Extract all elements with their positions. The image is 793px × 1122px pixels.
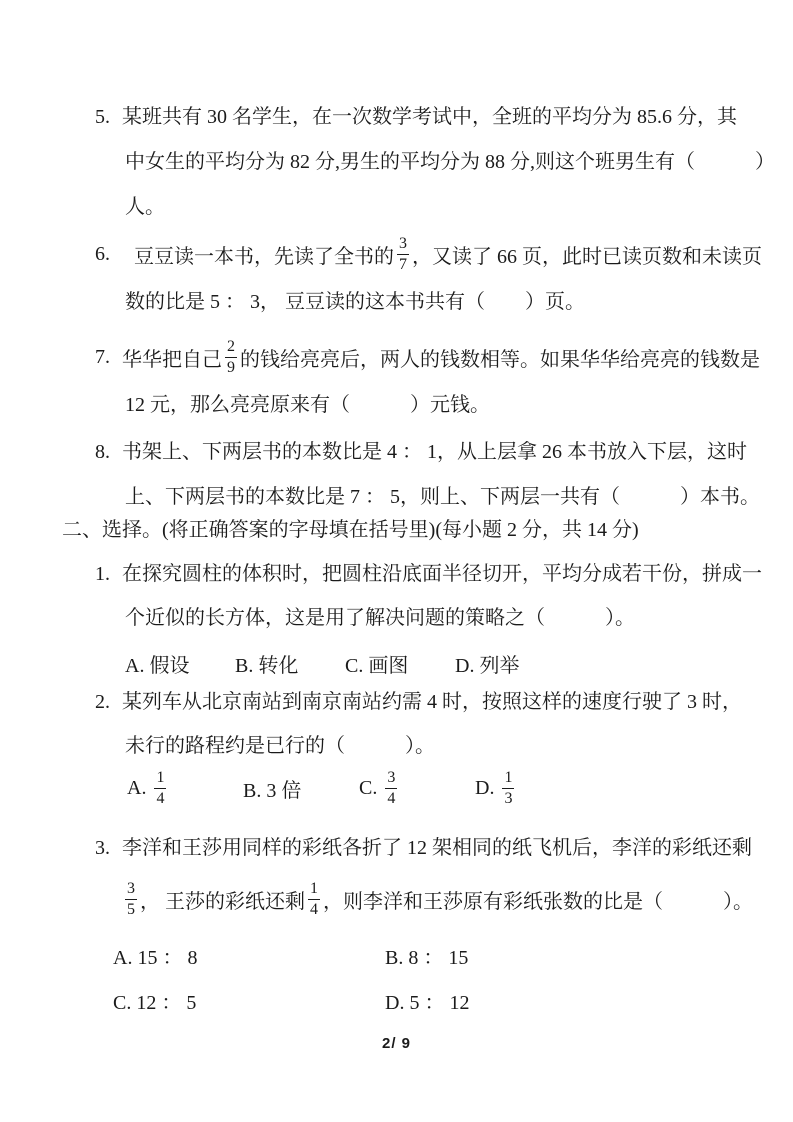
fraction-1-4: $\frac{1}{4}$: [156, 768, 165, 807]
choice-3-text-2b: ，则李洋和王莎原有彩纸张数的比是（ ）。: [323, 890, 753, 913]
fraction-3-7: $\frac{3}{7}$: [399, 234, 407, 273]
choice-2-line-1: [95, 691, 742, 714]
choice-1-number: 1.: [95, 563, 110, 585]
choice-2-option-d: D. $\frac{1}{3}$: [475, 768, 513, 807]
fraction-2-9: $\frac{2}{9}$: [227, 337, 235, 376]
choice-1-option-c: C. 画图: [345, 655, 409, 677]
fraction-3-4: $\frac{3}{4}$: [387, 768, 396, 807]
choice-1-line-1: [95, 563, 762, 586]
question-8-text-1: 书架上、下两层书的本数比是 4 ： 1，从上层拿 26 本书放入下层，这时: [122, 441, 747, 463]
choice-3-text-2a: ， 王莎的彩纸还剩: [140, 890, 305, 913]
choice-1-option-b: B. 转化: [235, 655, 299, 677]
choice-3-option-a: A. 15 ： 8: [113, 947, 198, 969]
choice-1-options: [125, 649, 565, 678]
question-7-line-1: [95, 333, 760, 381]
choice-1-line-2: 个近似的长方体，这是用了解决问题的策略之（ ）。: [125, 607, 635, 629]
question-6-line-1: [95, 230, 762, 278]
choice-3-option-d: D. 5 ： 12: [385, 992, 470, 1014]
question-6-text-1b: ，又读了 66 页，此时已读页数和未读页: [412, 245, 762, 268]
question-7-text-1a: 华华把自己: [122, 348, 222, 371]
choice-3-options-row-2: [113, 986, 657, 1015]
choice-3-text-1: 李洋和王莎用同样的彩纸各折了 12 架相同的纸飞机后，李洋的彩纸还剩: [122, 837, 752, 859]
choice-3-option-b: B. 8 ： 15: [385, 947, 469, 969]
choice-3-line-2: [122, 872, 753, 926]
choice-3-number: 3.: [95, 837, 110, 859]
choice-3-option-c: C. 12 ： 5: [113, 992, 197, 1014]
choice-1-text-1: 在探究圆柱的体积时，把圆柱沿底面半径切开，平均分成若干份，拼成一: [122, 563, 762, 585]
section-2-title: 二、选择。(将正确答案的字母填在括号里)(每小题 2 分，共 14 分): [62, 519, 639, 541]
choice-1-option-d: D. 列举: [455, 655, 520, 677]
question-7-number: 7.: [95, 345, 110, 368]
question-5-number: 5.: [95, 106, 110, 128]
fraction-3-5: $\frac{3}{5}$: [127, 879, 135, 918]
question-5-line-3: 人。: [125, 196, 165, 218]
question-5-line-1: [95, 106, 737, 129]
question-6-number: 6.: [95, 242, 110, 265]
fraction-1-3: $\frac{1}{3}$: [504, 768, 513, 807]
question-5-line-2: 中女生的平均分为 82 分,男生的平均分为 88 分,则这个班男生有（ ）: [125, 151, 775, 173]
choice-2-option-c: C. $\frac{3}{4}$: [359, 768, 396, 807]
choice-2-options: [127, 762, 517, 814]
question-8-line-2: 上、下两层书的本数比是 7 ： 5，则上、下两层一共有（ ）本书。: [125, 486, 760, 508]
choice-2-option-a: A. $\frac{1}{4}$: [127, 768, 165, 807]
question-8-number: 8.: [95, 441, 110, 463]
page-number: 2/ 9: [381, 1035, 412, 1052]
choice-2-number: 2.: [95, 691, 110, 713]
question-6-text-1a: 豆豆读一本书，先读了全书的: [134, 245, 394, 268]
question-6-line-2: 数的比是 5 ： 3， 豆豆读的这本书共有（ ）页。: [125, 291, 585, 313]
fraction-1-4: $\frac{1}{4}$: [310, 879, 318, 918]
choice-2-line-2: 未行的路程约是已行的（ ）。: [125, 735, 435, 757]
question-7-text-1b: 的钱给亮亮后，两人的钱数相等。如果华华给亮亮的钱数是: [240, 348, 760, 371]
choice-3-line-1: [95, 837, 752, 860]
choice-1-option-a: A. 假设: [125, 655, 190, 677]
choice-2-option-b: B. 3 倍: [243, 779, 302, 802]
question-5-text-1: 某班共有 30 名学生，在一次数学考试中，全班的平均分为 85.6 分，其: [122, 106, 737, 128]
choice-3-options-row-1: [113, 941, 657, 970]
question-7-line-2: 12 元，那么亮亮原来有（ ）元钱。: [125, 394, 490, 416]
question-8-line-1: [95, 441, 747, 464]
choice-2-text-1: 某列车从北京南站到南京南站约需 4 时，按照这样的速度行驶了 3 时，: [122, 691, 742, 713]
